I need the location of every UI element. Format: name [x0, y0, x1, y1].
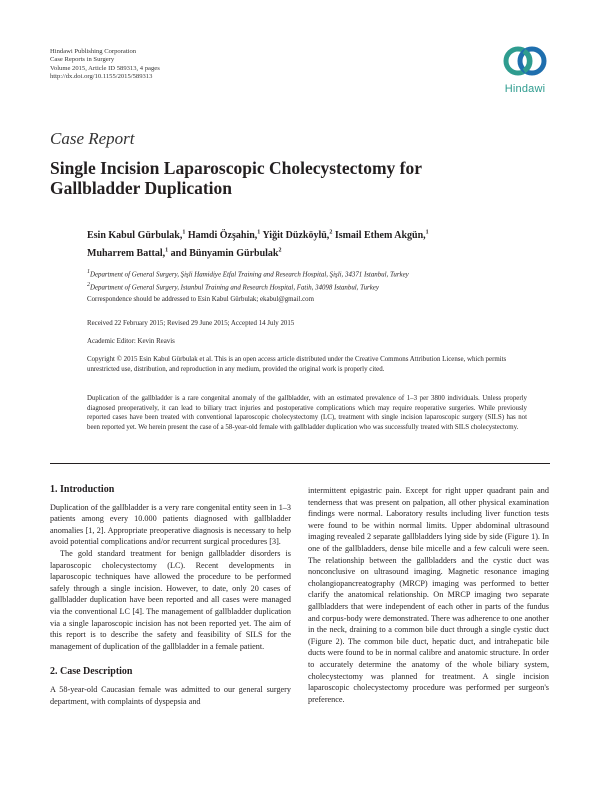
abstract: Duplication of the gallbladder is a rare congenital anomaly of the gallbladder, with an estimated prevalence of 1–3 per 3800 individuals. Unless properly diagnosed preoperatively, it can lead to biliary tract injuries and postoperative complications which may require reoperative surgeries. While previously reported cases have been treated with conventional laparoscopic cholecystectomy (LC), treatment with single incision laparoscopic surgery (SILS) has not been reported yet. We herein present the case of a 58-year-old female with gallbladder duplication who was successfully treated with SILS cholecystectomy.: [87, 395, 527, 431]
author[interactable]: Hamdi Özşahin,$^1$: [187, 230, 261, 242]
section-heading: 2. Case Description: [50, 666, 133, 678]
section-heading: 1. Introduction: [50, 484, 115, 495]
section-divider: [50, 463, 550, 464]
article-title: Single Incision Laparoscopic Cholecystectomy for Gallbladder Duplication: [50, 158, 422, 198]
article-dates: Received 22 February 2015; Revised 29 June 2015; Accepted 14 July 2015: [87, 320, 295, 327]
journal-name: Case Reports in Surgery: [50, 56, 115, 64]
doi-link[interactable]: http://dx.doi.org/10.1155/2015/589313: [50, 73, 153, 81]
paragraph: intermittent epigastric pain. Except for right upper quadrant pain and tenderness that was present on palpation, all other physical examination findings were normal. Laboratory results including liver function tests were found to be within normal limits. Upper abdominal ultrasound imaging revealed 2 separate gallbladders lying side by side (Figure 1). In one of the gallbladders, dense bile micelle and a few calculi were seen. The relationship between the gallbladders and the cystic duct was nonconclusive on ultrasound imaging. Magnetic resonance imaging cholangiopancreatography (MRCP) imaging was performed to better clarify the anatomical relationship. On MRCP imaging two separate gallbladders that were independent of each other in parts of the fundus and corpus-body were demonstrated. There was adherence to one another in the neck, draining to a common bile duct through a single cystic duct (Figure 2). The common bile duct, hepatic duct, and intrahepatic bile ducts were found to be in normal calibre and anatomic structure. In order to accurately determine the anatomy of the whole biliary system, cholecystectomy was planned for treatment. A single incision laparoscopic cholecystectomy procedure was performed per surgeon's preference.: [308, 486, 549, 704]
volume-info: Volume 2015, Article ID 589313, 4 pages: [50, 64, 160, 72]
academic-editor: Academic Editor: Kevin Reavis: [87, 338, 175, 345]
publisher-name: Hindawi Publishing Corporation: [50, 48, 137, 55]
hindawi-logo-text: Hindawi: [504, 83, 546, 95]
right-column: [308, 485, 549, 705]
author[interactable]: Yiğit Düzköylü,$^2$: [262, 230, 333, 242]
affiliation: $^1$Department of General Surgery, Şişli Hamidiye Etfal Training and Research Hospital, Şişli, 34371 Istanbul, Turkey: [87, 269, 409, 279]
copyright-notice: Copyright © 2015 Esin Kabul Gürbulak et al. This is an open access article distributed under the Creative Commons Attribution License, which permits unrestricted use, distribution, and reproduction in any medium, provided the original work is properly cited.: [87, 356, 507, 373]
affiliations: [87, 267, 527, 294]
correspondence: Correspondence should be addressed to Esin Kabul Gürbulak; ekabul@gmail.com: [87, 296, 314, 303]
paragraph: A 58-year-old Caucasian female was admitted to our general surgery department, with complaints of dyspepsia and: [50, 684, 291, 706]
author[interactable]: Ismail Ethem Akgün,$^1$: [334, 230, 429, 242]
hindawi-logo: [497, 43, 553, 95]
hindawi-logo-icon: [502, 43, 548, 79]
paragraph: Duplication of the gallbladder is a very rare congenital entity seen in 1–3 patients among every 10.000 patients diagnosed with gallbladder anomalies [1, 2]. Appropriate preoperative diagnosis is necessary to help avoid potential complications and/or recurrent surgical procedures [3].: [50, 502, 291, 547]
author-list: [87, 226, 527, 261]
article-type: Case Report: [50, 129, 135, 148]
author[interactable]: Esin Kabul Gürbulak,$^1$: [87, 230, 186, 242]
journal-header: [50, 48, 160, 82]
affiliation: $^2$Department of General Surgery, Istanbul Training and Research Hospital, Fatih, 34098 Istanbul, Turkey: [87, 282, 379, 292]
author[interactable]: Muharrem Battal,$^1$: [87, 247, 169, 259]
left-column: [50, 484, 291, 707]
author[interactable]: and Bünyamin Gürbulak$^2$: [170, 247, 282, 259]
paragraph: The gold standard treatment for benign gallbladder disorders is laparoscopic cholecystectomy (LC). Recent developments in laparoscopic techniques have allowed the procedure to be performed safely through a single incision. However, to date, only 20 cases of gallbladder duplication have been reported and all cases were managed via the conventional LC [4]. The management of gallbladder duplication via a single laparoscopic incision has not been reported yet. The aim of this report is to describe the safety and feasibility of SILS for the management of duplication of the gallbladder in a female patient.: [50, 548, 291, 651]
